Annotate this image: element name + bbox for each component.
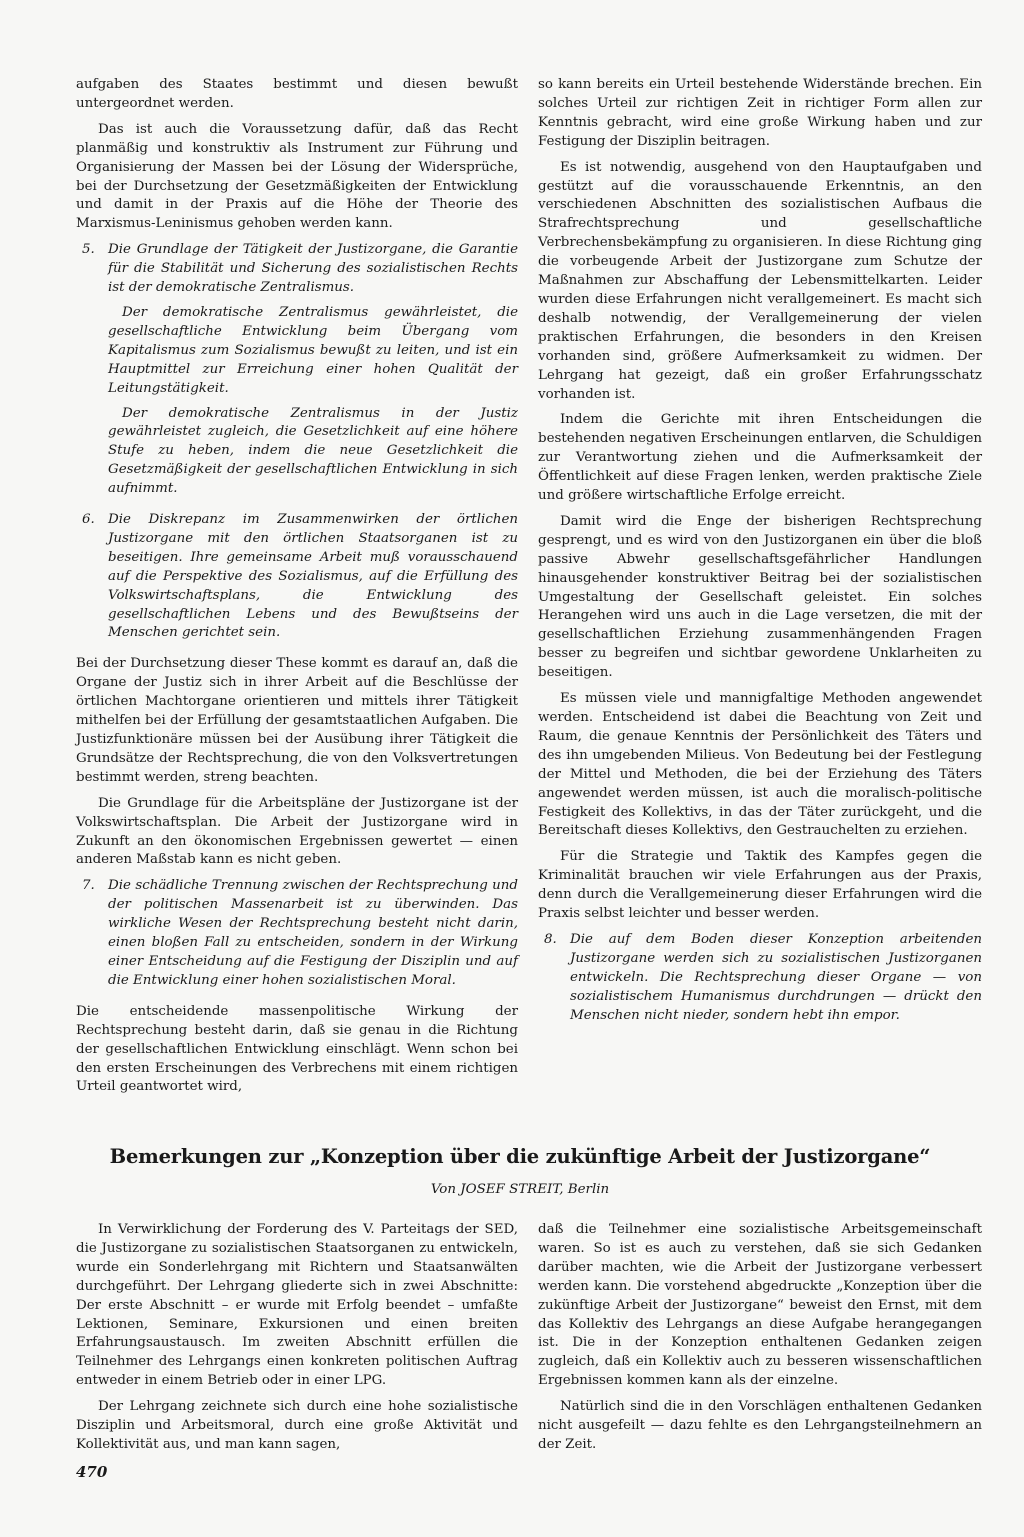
thesis-text: Die Grundlage der Tätigkeit der Justizorgane, die Garantie für die Stabilität und Sicherung des sozialistischen Rechts ist der demokratische Zentralismus. xyxy=(108,242,518,296)
thesis-text: Die Diskrepanz im Zusammenwirken der örtlichen Justizorgane mit den örtlichen Staatsorganen ist zu beseitigen. Ihre gemeinsame Arbeit muß vorausschauend auf die Perspektive des Sozialismus, auf die Erfüllung des Volkswirtschaftsplans, die Entwicklung des gesellschaftlichen Lebens und des Bewußtseins der Menschen gerichtet sein. xyxy=(108,512,518,641)
paragraph: Es ist notwendig, ausgehend von den Hauptaufgaben und gestützt auf die vorausschauende Erkenntnis, an den verschiedenen Abschnitten des sozialistischen Aufbaus die Strafrechtsprechung und gesellschaftliche Verbrechensbekämpfung zu organisieren. In diese Richtung ging die vorbeugende Arbeit der Justizorgane zum Schutze der Maßnahmen zur Abschaffung der Lebensmittelkarten. Leider wurden diese Erfahrungen nicht verallgemeinert. Es macht sich deshalb notwendig, der Verallgemeinerung der vielen praktischen Erfahrungen, die besonders in den Kreisen vorhanden sind, größere Aufmerksamkeit zu widmen. Der Lehrgang hat gezeigt, daß ein großer Erfahrungsschatz vorhanden ist. xyxy=(538,159,982,402)
paragraph: Damit wird die Enge der bisherigen Rechtsprechung gesprengt, und es wird von den Justizorganen ein über die bloß passive Abwehr gesellschaftsgefährlicher Handlungen hinausgehender konstruktiver Beitrag bei der sozialistischen Umgestaltung der Gesellschaft geleistet. Ein solches Herangehen wird uns auch in die Lage versetzen, die mit der gesellschaftlichen Erziehung zusammenhängenden Fragen besser zu begreifen und sichtbar gewordene Unklarheiten zu beseitigen. xyxy=(538,513,982,681)
paragraph: Das ist auch die Voraussetzung dafür, daß das Recht planmäßig und konstruktiv als Instrument zur Führung und Organisierung der Massen bei der Lösung der Widersprüche, bei der Durchsetzung der Gesetzmäßigkeiten der Entwicklung und damit in der Praxis auf die Höhe der Theorie des Marxismus-Leninismus gehoben werden kann. xyxy=(76,121,518,232)
thesis-text: Der demokratische Zentralismus gewährleistet, die gesellschaftliche Entwicklung beim Übergang vom Kapitalismus zum Sozialismus bewußt zu leiten, und ist ein Hauptmittel zur Erreichung einer hohen Qualität der Leitungstätigkeit. xyxy=(108,304,518,396)
thesis-number: 8. xyxy=(544,931,557,947)
paragraph: Die Grundlage für die Arbeitspläne der Justizorgane ist der Volkswirtschaftsplan. Die Arbeit der Justizorgane wird in Zukunft an den ökonomischen Ergebnissen gewertet — einen anderen Maßstab kann es nicht geben. xyxy=(76,795,518,868)
paragraph: Indem die Gerichte mit ihren Entscheidungen die bestehenden negativen Erscheinungen entlarven, die Schuldigen zur Verantwortung ziehen und die Aufmerksamkeit der Öffentlichkeit auf diese Fragen lenken, werden praktische Ziele und größere wirtschaftliche Erfolge erreicht. xyxy=(538,412,982,504)
thesis-number: 7. xyxy=(82,878,95,894)
thesis-5 xyxy=(76,241,518,505)
thesis-7 xyxy=(76,877,518,996)
thesis-text: Die auf dem Boden dieser Konzeption arbeitenden Justizorgane werden sich zu sozialistischen Justizorganen entwickeln. Die Rechtsprechung dieser Organe — von sozialistischem Humanismus durchdrungen — drückt den Menschen nicht nieder, sondern hebt ihn empor. xyxy=(570,931,982,1023)
thesis-6 xyxy=(76,511,518,649)
paragraph: so kann bereits ein Urteil bestehende Widerstände brechen. Ein solches Urteil zur richtigen Zeit in richtiger Form allen zur Kenntnis gebracht, wird eine große Wirkung haben und zur Festigung der Disziplin beitragen. xyxy=(538,77,982,149)
paragraph: Die entscheidende massenpolitische Wirkung der Rechtsprechung besteht darin, daß sie genau in die Richtung der gesellschaftlichen Entwicklung einschlägt. Wenn schon bei den ersten Erscheinungen des Verbrechens mit einem richtigen Urteil geantwortet wird, xyxy=(76,1003,518,1095)
thesis-8 xyxy=(538,931,982,1032)
page-number: 470 xyxy=(76,1463,108,1481)
article-byline: Von JOSEF STREIT, Berlin xyxy=(430,1182,610,1197)
paragraph: daß die Teilnehmer eine sozialistische Arbeitsgemeinschaft waren. So ist es auch zu verstehen, daß sie sich Gedanken darüber machten, wie die Arbeit der Justizorgane verbessert werden kann. Die vorstehend abgedruckte „Konzeption über die zukünftige Arbeit der Justizorgane“ beweist den Ernst, mit dem das Kollektiv des Lehrgangs an diese Aufgabe herangegangen ist. Die in der Konzeption enthaltenen Gedanken zeigen zugleich, daß ein Kollektiv auch zu besseren wissenschaftlichen Ergebnissen kommen kann als der einzelne. xyxy=(538,1222,982,1389)
article-right-column xyxy=(538,1221,982,1462)
thesis-text: Die schädliche Trennung zwischen der Rechtsprechung und der politischen Massenarbeit ist zu überwinden. Das wirkliche Wesen der Rechtsprechung besteht nicht darin, einen bloßen Fall zu entscheiden, sondern in der Wirkung einer Entscheidung auf die Festigung der Disziplin und auf die Entwicklung einer hohen sozialistischen Moral. xyxy=(108,878,518,988)
paragraph: Der Lehrgang zeichnete sich durch eine hohe sozialistische Disziplin und Arbeitsmoral, durch eine große Aktivität und Kollektivität aus, und man kann sagen, xyxy=(76,1399,518,1452)
right-column xyxy=(538,76,982,1038)
paragraph: Natürlich sind die in den Vorschlägen enthaltenen Gedanken nicht ausgefeilt — dazu fehlte es den Lehrgangsteilnehmern an der Zeit. xyxy=(538,1399,982,1452)
paragraph: Bei der Durchsetzung dieser These kommt es darauf an, daß die Organe der Justiz sich in ihrer Arbeit auf die Beschlüsse der örtlichen Machtorgane orientieren und mittels ihrer Tätigkeit mithelfen bei der Erfüllung der gesamtstaatlichen Aufgaben. Die Justizfunktionäre müssen bei der Ausübung ihrer Tätigkeit die Grundsätze der Rechtsprechung, die von den Volksvertretungen bestimmt werden, streng beachten. xyxy=(76,656,518,785)
thesis-number: 5. xyxy=(82,242,95,258)
thesis-number: 6. xyxy=(82,512,95,528)
paragraph: Für die Strategie und Taktik des Kampfes gegen die Kriminalität brauchen wir viele Erfahrungen aus der Praxis, denn durch die Verallgemeinerung dieser Erfahrungen wird die Praxis selbst leichter und besser werden. xyxy=(538,849,982,922)
paragraph: aufgaben des Staates bestimmt und diesen bewußt untergeordnet werden. xyxy=(76,77,518,111)
thesis-text: Der demokratische Zentralismus in der Justiz gewährleistet zugleich, die Gesetzlichkeit auf eine höhere Stufe zu heben, indem die neue Gesetzlichkeit die Gesetzmäßigkeit der gesellschaftlichen Entwicklung in sich aufnimmt. xyxy=(108,405,518,497)
article-left-column xyxy=(76,1221,518,1462)
paragraph: Es müssen viele und mannigfaltige Methoden angewendet werden. Entscheidend ist dabei die Beachtung von Zeit und Raum, die genaue Kenntnis der Persönlichkeit des Täters und des ihn umgebenden Milieus. Von Bedeutung bei der Festlegung der Mittel und Methoden, die bei der Erziehung des Täters angewendet werden müssen, ist auch die moralisch-politische Festigkeit des Kollektivs, in das der Täter zurückgeht, und die Bereitschaft dieses Kollektivs, den Gestrauchelten zu erziehen. xyxy=(538,691,982,839)
article-heading: Bemerkungen zur „Konzeption über die zukünftige Arbeit der Justizorgane“ xyxy=(109,1145,931,1168)
left-column xyxy=(76,76,518,1104)
paragraph: In Verwirklichung der Forderung des V. Parteitags der SED, die Justizorgane zu sozialistischen Staatsorganen zu entwickeln, wurde ein Sonderlehrgang mit Richtern und Staatsanwälten durchgeführt. Der Lehrgang gliederte sich in zwei Abschnitte: Der erste Abschnitt – er wurde mit Erfolg beendet – umfaßte Lektionen, Seminare, Exkursionen und einen breiten Erfahrungsaustausch. Im zweiten Abschnitt erfüllen die Teilnehmer des Lehrgangs einen konkreten politischen Auftrag entweder in einem Betrieb oder in einer LPG. xyxy=(76,1222,518,1389)
